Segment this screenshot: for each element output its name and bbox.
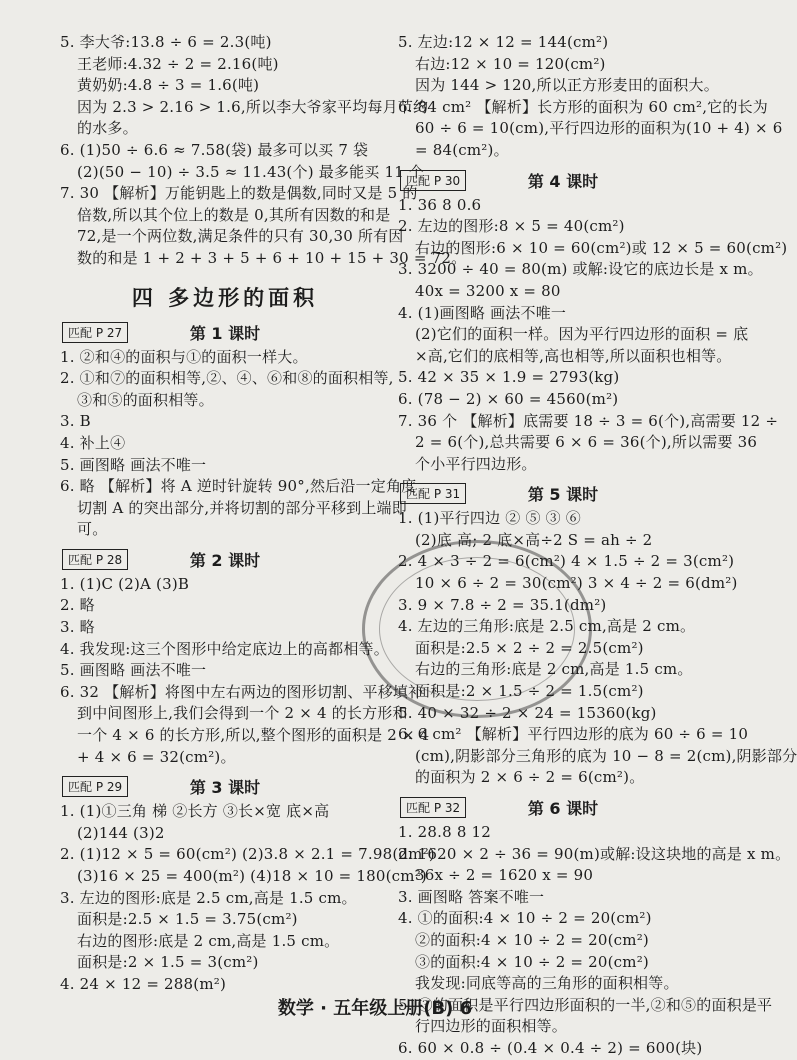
- lesson-title: 第 1 课时: [189, 323, 261, 343]
- answer-line: 6. 84 cm² 【解析】长方形的面积为 60 cm²,它的长为: [398, 97, 768, 116]
- answer-line: 1. (1)C (2)A (3)B: [60, 574, 190, 593]
- answer-line: 5. 左边:12 × 12 = 144(cm²): [398, 33, 609, 51]
- lesson-header: [398, 795, 728, 820]
- lesson-header: [60, 547, 390, 572]
- answer-line: 36x ÷ 2 = 1620 x = 90: [415, 866, 594, 885]
- answer-line: 的面积为 2 × 6 ÷ 2 = 6(cm²)。: [415, 768, 645, 787]
- answer-line: 1. (1)①三角 梯 ②长方 ③长×宽 底×高: [60, 802, 330, 821]
- answer-line: 切割 A 的突出部分,并将切割的部分平移到上端即: [77, 498, 407, 517]
- answer-line: 1. (1)平行四边 ② ⑤ ③ ⑥: [398, 509, 582, 528]
- answer-line: 因为 2.3 > 2.16 > 1.6,所以李大爷家平均每月节约: [77, 97, 429, 116]
- answer-line: 到中间图形上,我们会得到一个 2 × 4 的长方形和: [77, 704, 408, 723]
- page-match-box: 匹配 P 29: [62, 776, 128, 797]
- answer-line: 3. B: [60, 412, 91, 431]
- answer-line: 右边:12 × 10 = 120(cm²): [415, 54, 606, 73]
- answer-line: 2. 略: [60, 596, 95, 615]
- answer-line: + 4 × 6 = 32(cm²)。: [77, 747, 236, 766]
- answer-line: 7. 30 【解析】万能钥匙上的数是偶数,同时又是 5 的: [60, 184, 418, 203]
- answer-line: (cm),阴影部分三角形的底为 10 − 8 = 2(cm),阴影部分: [415, 746, 797, 765]
- answer-line: 面积是:2 × 1.5 = 3(cm²): [77, 953, 259, 972]
- answer-line: 3. 左边的图形:底是 2.5 cm,高是 1.5 cm。: [60, 888, 357, 907]
- answer-line: 右边的图形:6 × 10 = 60(cm²)或 12 × 5 = 60(cm²): [415, 238, 788, 257]
- answer-line: 面积是:2.5 × 1.5 = 3.75(cm²): [77, 910, 298, 929]
- answer-line: 行四边形的面积相等。: [415, 1017, 568, 1036]
- answer-line: 1. ②和④的面积与①的面积一样大。: [60, 347, 308, 366]
- answer-line: 3. 9 × 7.8 ÷ 2 = 35.1(dm²): [398, 595, 607, 614]
- answer-line: 5. 画图略 画法不唯一: [60, 455, 207, 474]
- watermark-stamp: [362, 540, 592, 718]
- answer-line: 一个 4 × 6 的长方形,所以,整个图形的面积是 2 × 4: [77, 726, 430, 745]
- answer-line: ②的面积:4 × 10 ÷ 2 = 20(cm²): [415, 930, 649, 949]
- answer-line: (2)(50 − 10) ÷ 3.5 ≈ 11.43(个) 最多能买 11 个: [77, 162, 425, 181]
- answer-line: 5. 40 × 32 ÷ 2 × 24 = 15360(kg): [398, 703, 657, 722]
- answer-line: 因为 144 > 120,所以正方形麦田的面积大。: [415, 76, 719, 95]
- page-footer: 数学 · 五年级上册(B) 6: [277, 998, 473, 1019]
- answer-line: 面积是:2.5 × 2 ÷ 2 = 2.5(cm²): [415, 638, 644, 657]
- answer-line: 1. 28.8 8 12: [398, 823, 492, 841]
- answer-line: 4. 左边的三角形:底是 2.5 cm,高是 2 cm。: [398, 617, 696, 636]
- lesson-header: [398, 168, 728, 193]
- answer-line: 5. ③的面积是平行四边形面积的一半,②和⑤的面积是平: [398, 995, 773, 1014]
- answer-line: 6. 6 cm² 【解析】平行四边形的底为 60 ÷ 6 = 10: [398, 725, 749, 744]
- lesson-title: 第 6 课时: [527, 799, 599, 818]
- answer-line: ③的面积:4 × 10 ÷ 2 = 20(cm²): [415, 952, 649, 971]
- answer-line: 2. 左边的图形:8 × 5 = 40(cm²): [398, 217, 625, 236]
- answer-line: 右边的图形:底是 2 cm,高是 1.5 cm。: [77, 931, 340, 950]
- answer-line: 3. 画图略 答案不唯一: [398, 887, 545, 906]
- answer-line: 3. 3200 ÷ 40 = 80(m) 或解:设它的底边长是 x m。: [398, 260, 763, 279]
- answer-line: (2)它们的面积一样。因为平行四边形的面积 = 底: [415, 325, 749, 344]
- page-match-box: 匹配 P 28: [62, 549, 128, 570]
- answer-line: 5. 李大爷:13.8 ÷ 6 = 2.3(吨): [60, 33, 272, 51]
- answer-line: 6. 60 × 0.8 ÷ (0.4 × 0.4 ÷ 2) = 600(块): [398, 1038, 703, 1057]
- answer-line: (2)底 高; 2 底×高÷2 S = ah ÷ 2: [415, 530, 653, 549]
- answer-line: (3)16 × 25 = 400(m²) (4)18 × 10 = 180(cm²): [77, 867, 427, 885]
- page-match-box: 匹配 P 27: [62, 322, 128, 343]
- lesson-title: 第 4 课时: [527, 171, 599, 191]
- answer-line: 我发现:同底等高的三角形的面积相等。: [415, 974, 679, 993]
- answer-line: 2. (1)12 × 5 = 60(cm²) (2)3.8 × 2.1 = 7.98(dm²): [60, 845, 435, 864]
- answer-line: 4. 补上④: [60, 433, 126, 452]
- corner-watermark: [612, 968, 742, 1026]
- answer-line: 2. 4 × 3 ÷ 2 = 6(cm²) 4 × 1.5 ÷ 2 = 3(cm²): [398, 552, 735, 571]
- lesson-header: [398, 481, 728, 506]
- answer-line: ×高,它们的底相等,高也相等,所以面积也相等。: [415, 346, 732, 365]
- answer-line: 10 × 6 ÷ 2 = 30(cm²) 3 × 4 ÷ 2 = 6(dm²): [415, 574, 738, 593]
- answer-line: 面积是:2 × 1.5 ÷ 2 = 1.5(cm²): [415, 682, 644, 701]
- section-title: 四 多边形的面积: [131, 285, 319, 310]
- lesson-title: 第 2 课时: [189, 550, 261, 570]
- answer-line: 数的和是 1 + 2 + 3 + 5 + 6 + 10 + 15 + 30 = 72。: [77, 248, 467, 267]
- answer-line: 6. (78 − 2) × 60 = 4560(m²): [398, 389, 619, 408]
- answer-line: 5. 42 × 35 × 1.9 = 2793(kg): [398, 368, 620, 387]
- answer-line: 4. 我发现:这三个图形中给定底边上的高都相等。: [60, 639, 389, 658]
- answer-line: 4. 24 × 12 = 288(m²): [60, 974, 227, 993]
- answer-line: 2 = 6(个),总共需要 6 × 6 = 36(个),所以需要 36: [415, 433, 758, 452]
- lesson-title: 第 3 课时: [189, 778, 261, 798]
- answer-line: 2. 1620 × 2 ÷ 36 = 90(m)或解:设这块地的高是 x m。: [398, 844, 791, 863]
- answer-line: 4. (1)画图略 画法不唯一: [398, 303, 567, 322]
- lesson-header: [60, 774, 390, 799]
- answer-line: 6. 32 【解析】将图中左右两边的图形切割、平移填补: [60, 682, 424, 701]
- lesson-title: 第 5 课时: [527, 485, 599, 505]
- answer-line: 6. 略 【解析】将 A 逆时针旋转 90°,然后沿一定角度: [60, 477, 417, 496]
- answer-line: ③和⑤的面积相等。: [77, 390, 214, 409]
- answer-line: 4. ①的面积:4 × 10 ÷ 2 = 20(cm²): [398, 909, 652, 928]
- answer-line: 7. 36 个 【解析】底需要 18 ÷ 3 = 6(个),高需要 12 ÷: [398, 411, 779, 430]
- answer-line: 的水多。: [77, 119, 138, 138]
- answer-line: 5. 画图略 画法不唯一: [60, 661, 207, 680]
- page-match-box: 匹配 P 31: [400, 483, 466, 504]
- answer-line: 1. 36 8 0.6: [398, 195, 482, 214]
- answer-line: 王老师:4.32 ÷ 2 = 2.16(吨): [77, 54, 279, 73]
- answer-line: (2)144 (3)2: [77, 823, 165, 842]
- page-match-box: 匹配 P 32: [400, 797, 466, 818]
- answer-line: 可。: [77, 520, 108, 539]
- answer-line: 3. 略: [60, 618, 95, 637]
- answer-line: 72,是一个两位数,满足条件的只有 30,30 所有因: [77, 227, 404, 246]
- answer-line: = 84(cm²)。: [415, 140, 509, 159]
- answer-line: 黄奶奶:4.8 ÷ 3 = 1.6(吨): [77, 76, 260, 95]
- answer-line: 6. (1)50 ÷ 6.6 ≈ 7.58(袋) 最多可以买 7 袋: [60, 140, 369, 159]
- answer-line: 右边的三角形:底是 2 cm,高是 1.5 cm。: [415, 660, 693, 679]
- page-match-box: 匹配 P 30: [400, 170, 466, 191]
- answer-line: 倍数,所以其个位上的数是 0,其所有因数的和是: [77, 205, 391, 224]
- lesson-header: [60, 320, 390, 345]
- answer-line: 40x = 3200 x = 80: [415, 281, 561, 300]
- answer-line: 60 ÷ 6 = 10(cm),平行四边形的面积为(10 + 4) × 6: [415, 119, 783, 138]
- answer-line: 个小平行四边形。: [415, 454, 537, 473]
- answer-line: 2. ①和⑦的面积相等,②、④、⑥和⑧的面积相等,: [60, 369, 394, 388]
